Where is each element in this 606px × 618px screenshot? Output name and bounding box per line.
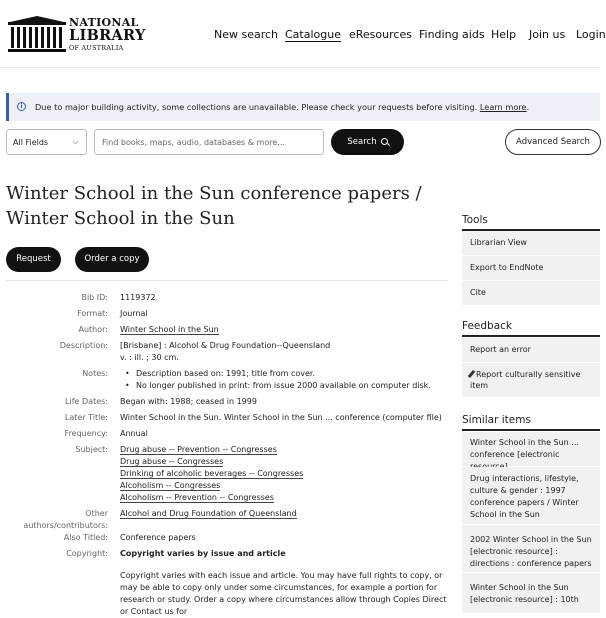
field-value: 1119372 [120, 293, 156, 302]
logo-line-3: OF AUSTRALIA [69, 43, 124, 52]
field-label: Format: [77, 309, 108, 318]
nav-help[interactable]: Help [491, 28, 517, 41]
field-label: Later Title: [64, 413, 108, 422]
chevron-down-icon: ⌵ [72, 138, 78, 146]
nav-eresources[interactable]: eResources [349, 28, 412, 41]
search-icon [381, 138, 388, 145]
site-header [0, 0, 606, 68]
field-label: Author: [78, 325, 108, 334]
nav-finding-aids[interactable]: Finding aids [419, 28, 485, 41]
alert-end: . [526, 102, 530, 112]
search-button[interactable] [331, 129, 404, 155]
field-label: Also Titled: [63, 533, 108, 542]
field-value: Annual [120, 429, 148, 438]
description-line-2: v. : ill. ; 30 cm. [120, 353, 179, 362]
learn-more-link[interactable]: Learn more [479, 102, 527, 112]
field-label: Frequency: [64, 429, 108, 438]
field-label: Bib ID: [81, 293, 108, 302]
report-error-link[interactable]: Report an error [462, 338, 600, 362]
subject-link[interactable]: Alcoholism -- Congresses [120, 481, 221, 490]
logo-line-1: NATIONAL [69, 16, 139, 29]
field-label: Notes: [82, 369, 108, 378]
field-label: authors/contributors: [23, 521, 108, 530]
contributor-link[interactable]: Alcohol and Drug Foundation of Queensland [120, 509, 297, 518]
similar-items-heading: Similar items [462, 414, 531, 426]
similar-item[interactable]: Drug interactions, lifestyle, culture & gender : 1997 conference papers / Winter School in the Sun [462, 467, 600, 524]
notes-list [120, 368, 450, 392]
search-field-label: All Fields [13, 138, 49, 147]
similar-item[interactable]: 2002 Winter School in the Sun [electronic resource] : directions : conference papers [462, 525, 600, 572]
nav-catalogue[interactable]: Catalogue [285, 28, 341, 41]
nav-join-us[interactable]: Join us [529, 28, 566, 41]
field-label: Subject: [75, 445, 108, 454]
cite-link[interactable]: Cite [462, 281, 600, 305]
divider [6, 280, 448, 281]
field-label: Life Dates: [65, 397, 108, 406]
field-label: Other [85, 509, 108, 518]
search-button-label: Search [347, 137, 377, 147]
search-field-select[interactable] [6, 129, 87, 155]
export-endnote-link[interactable]: Export to EndNote [462, 256, 600, 280]
similar-item[interactable]: Winter School in the Sun [electronic resource] : 10th [462, 573, 600, 613]
pencil-icon [468, 370, 475, 378]
subject-link[interactable]: Alcoholism -- Prevention -- Congresses [120, 493, 274, 502]
alert-text [35, 102, 529, 112]
subject-link[interactable]: Drug abuse -- Congresses [120, 457, 224, 466]
title-line-2: Winter School in the Sun [6, 208, 235, 229]
field-value: Journal [120, 309, 148, 318]
tools-heading: Tools [462, 214, 488, 226]
nav-login[interactable]: Login [576, 28, 606, 41]
logo-line-2: LIBRARY [69, 27, 146, 44]
field-label: Copyright: [66, 549, 108, 558]
field-label: Description: [59, 341, 108, 350]
similar-item[interactable]: Winter School in the Sun ... conference [electronic [462, 432, 600, 466]
nav-new-search[interactable]: New search [214, 28, 279, 41]
alert-banner [6, 93, 600, 121]
request-button[interactable]: Request [6, 247, 61, 272]
author-link[interactable]: Winter School in the Sun [120, 325, 219, 334]
note-item: • Description based on: 1991; title from cover. [120, 368, 450, 380]
feedback-heading: Feedback [462, 320, 513, 332]
logo-text[interactable] [69, 17, 146, 51]
field-value: Copyright varies by issue and article [120, 549, 286, 558]
field-value: Began with: 1988; ceased in 1999 [120, 397, 257, 406]
librarian-view-link[interactable]: Librarian View [462, 231, 600, 255]
report-sensitive-label: Report culturally sensitive item [470, 370, 581, 390]
info-icon: i [17, 102, 26, 111]
description-line-1: [Brisbane] : Alcohol & Drug Foundation--Queensland [120, 341, 331, 350]
field-value: Conference papers [120, 533, 196, 542]
order-copy-button[interactable]: Order a copy [75, 247, 149, 272]
search-input[interactable] [94, 129, 324, 155]
page-title [6, 181, 446, 231]
note-item: • No longer published in print: from issue 2000 available on computer disk. [120, 380, 450, 392]
subject-link[interactable]: Drug abuse -- Prevention -- Congresses [120, 445, 277, 454]
subject-link[interactable]: Drinking of alcoholic beverages -- Congresses [120, 469, 304, 478]
copyright-paragraph: Copyright varies with each issue and article. You may have full rights to copy, or may be able to copy only under some circumstances, for example a portion for research or study. Order a copy where circumstances allow through Copies Direct or Contact us for [120, 571, 447, 616]
field-value: Winter School in the Sun. Winter School in the Sun ... conference (computer file) [120, 413, 442, 422]
report-sensitive-link[interactable] [462, 363, 600, 397]
advanced-search-button[interactable]: Advanced Search [505, 129, 601, 155]
alert-message: Due to major building activity, some collections are unavailable. Please check your requests before visiting. [35, 102, 478, 112]
title-line-1: Winter School in the Sun conference papers / [6, 183, 422, 204]
